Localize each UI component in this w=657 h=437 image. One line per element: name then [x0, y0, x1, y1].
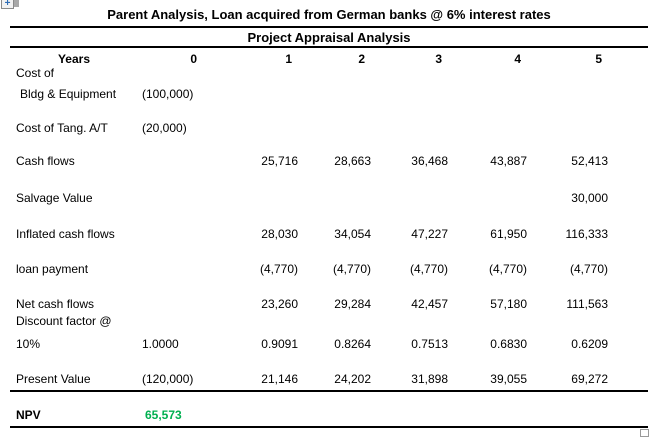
cell[interactable]: 36,468 [411, 154, 448, 168]
cell[interactable]: (4,770) [332, 262, 371, 276]
cell[interactable]: 43,887 [490, 154, 527, 168]
row-label[interactable]: loan payment [16, 262, 89, 276]
sheet-title: Parent Analysis, Loan acquired from German banks @ 6% interest rates [107, 7, 551, 22]
years-header-label[interactable]: Years [57, 52, 91, 66]
cell[interactable]: (4,770) [569, 262, 608, 276]
row-present-value [8, 371, 650, 387]
row-cost-bldg-equipment [8, 66, 650, 102]
divider-bottom [10, 426, 648, 428]
cell[interactable]: 116,333 [565, 227, 608, 241]
row-label[interactable] [8, 66, 140, 102]
row-loan-payment [8, 261, 650, 277]
row-label-line2: 10% [16, 337, 41, 351]
cell[interactable]: 24,202 [334, 372, 371, 386]
row-label[interactable]: Cost of Tang. A/T [16, 121, 108, 135]
cell[interactable]: 0.9091 [261, 337, 298, 351]
plus-icon: + [4, 0, 11, 9]
divider-header [10, 46, 648, 48]
row-label[interactable]: Cash flows [16, 154, 75, 168]
cell[interactable]: 31,898 [411, 372, 448, 386]
header-row [8, 51, 650, 67]
cell[interactable]: 28,030 [261, 227, 298, 241]
cell[interactable]: 21,146 [261, 372, 298, 386]
cell[interactable]: (100,000) [142, 87, 194, 101]
cell[interactable]: (120,000) [142, 372, 194, 386]
year-col-4[interactable]: 4 [514, 52, 521, 66]
cell[interactable]: 1.0000 [142, 337, 179, 351]
sheet-subtitle: Project Appraisal Analysis [247, 30, 411, 45]
cell[interactable]: 28,663 [334, 154, 371, 168]
row-label-line1: Cost of [16, 66, 55, 80]
cell[interactable]: 39,055 [490, 372, 527, 386]
cell[interactable]: 57,180 [490, 297, 527, 311]
npv-value[interactable]: 65,573 [145, 408, 182, 422]
cell[interactable]: (4,770) [259, 262, 298, 276]
row-discount-factor [8, 314, 650, 352]
year-col-3[interactable]: 3 [435, 52, 442, 66]
cell[interactable]: 69,272 [571, 372, 608, 386]
row-label[interactable]: Net cash flows [16, 297, 95, 311]
cell[interactable]: 34,054 [334, 227, 371, 241]
cell[interactable]: 47,227 [411, 227, 448, 241]
row-label[interactable] [8, 314, 140, 352]
cell[interactable]: 0.7513 [411, 337, 448, 351]
cell[interactable]: 30,000 [571, 191, 608, 205]
cell[interactable]: 42,457 [411, 297, 448, 311]
year-col-2[interactable]: 2 [358, 52, 365, 66]
row-label-line2: Bldg & Equipment [20, 87, 117, 101]
outline-button-shadow [14, 0, 19, 7]
row-salvage-value [8, 190, 650, 206]
row-cash-flows [8, 153, 650, 169]
npv-label[interactable]: NPV [16, 408, 41, 422]
cell[interactable]: 23,260 [261, 297, 298, 311]
cell[interactable]: 0.6209 [571, 337, 608, 351]
cell[interactable]: 0.8264 [334, 337, 371, 351]
year-col-0[interactable]: 0 [190, 52, 197, 66]
row-npv [8, 407, 650, 423]
row-cost-tangible [8, 120, 650, 136]
cell[interactable]: 29,284 [334, 297, 371, 311]
resize-handle-icon[interactable] [640, 429, 649, 437]
row-label[interactable]: Inflated cash flows [16, 227, 115, 241]
cell[interactable]: 111,563 [566, 297, 608, 311]
cell[interactable]: (4,770) [488, 262, 527, 276]
cell[interactable]: (20,000) [142, 121, 187, 135]
cell[interactable]: 61,950 [490, 227, 527, 241]
divider-total [10, 390, 648, 392]
cell[interactable]: 0.6830 [490, 337, 527, 351]
year-col-5[interactable]: 5 [595, 52, 602, 66]
row-label-line1: Discount factor @ [16, 314, 112, 328]
cell[interactable]: 52,413 [571, 154, 608, 168]
divider-top [10, 26, 648, 28]
row-label[interactable]: Salvage Value [16, 191, 93, 205]
row-net-cash-flows [8, 296, 650, 312]
row-inflated-cash-flows [8, 226, 650, 242]
cell[interactable]: 25,716 [261, 154, 298, 168]
row-label[interactable]: Present Value [16, 372, 91, 386]
cell[interactable]: (4,770) [409, 262, 448, 276]
year-col-1[interactable]: 1 [285, 52, 292, 66]
